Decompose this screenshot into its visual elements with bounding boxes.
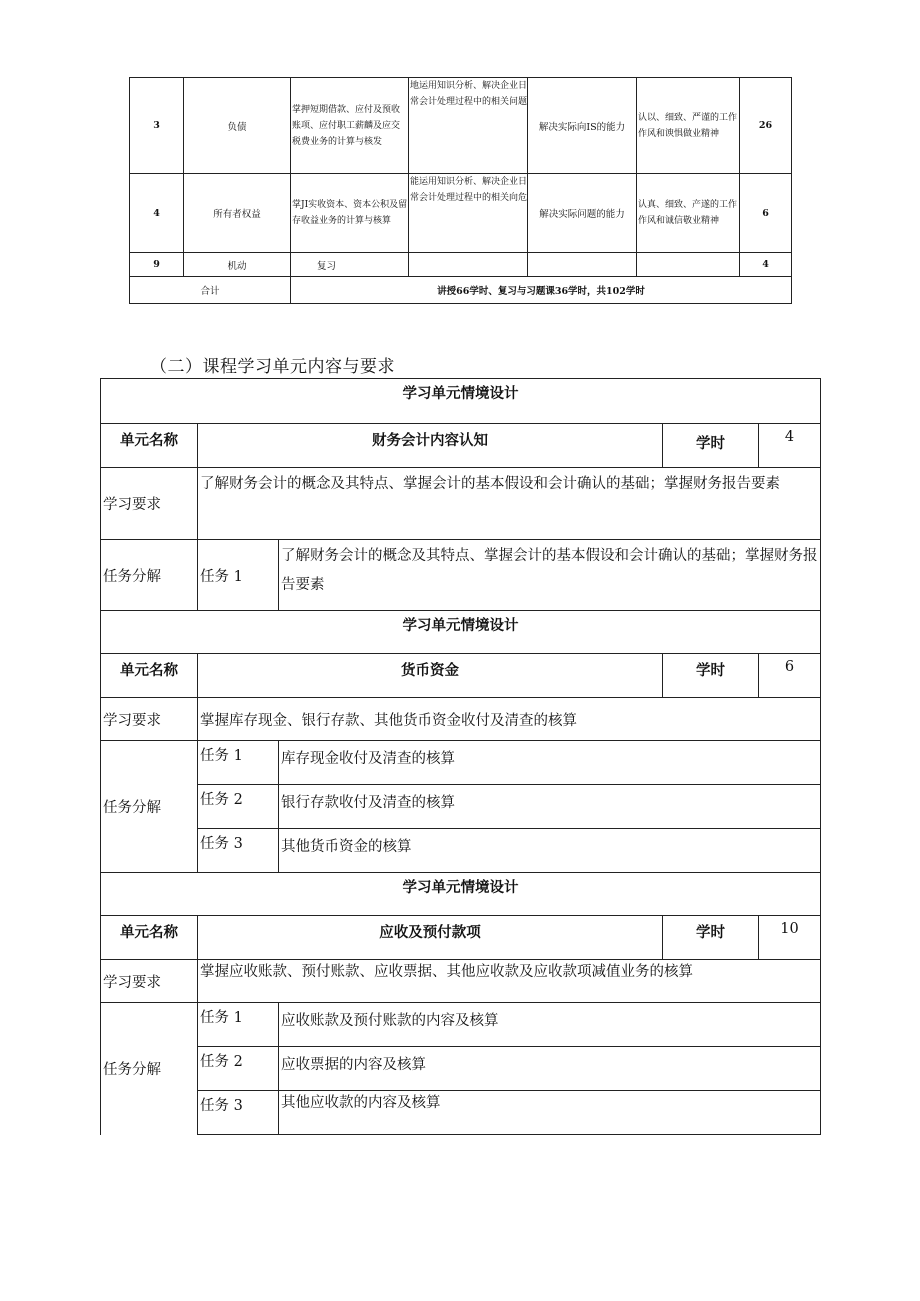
module-name: 所有者权益 <box>184 174 291 253</box>
row-number: 9 <box>130 253 184 277</box>
hours-cell: 4 <box>740 253 792 277</box>
hours-label: 学时 <box>663 654 759 698</box>
unit-table-3 <box>100 872 821 1135</box>
knowledge-cell: 复习 <box>291 253 409 277</box>
unit-hours: 6 <box>759 654 821 698</box>
row-number: 3 <box>130 78 184 174</box>
unit-name: 货币资金 <box>198 654 663 698</box>
ability-cell-2: 解决实际问题的能力 <box>528 174 637 253</box>
task-number: 任务 1 <box>198 741 279 785</box>
unit-hours: 4 <box>759 424 821 468</box>
unit-name-label: 单元名称 <box>101 424 198 468</box>
task-number: 任务 3 <box>198 829 279 873</box>
hours-cell: 26 <box>740 78 792 174</box>
course-hours-table <box>129 77 792 304</box>
unit-hours: 10 <box>759 916 821 960</box>
ability-cell-2 <box>528 253 637 277</box>
task-text: 银行存款收付及清查的核算 <box>279 785 821 829</box>
task-text: 了解财务会计的概念及其特点、掌握会计的基本假设和会计确认的基础；掌握财务报告要素 <box>279 540 821 611</box>
task-number: 任务 2 <box>198 1047 279 1091</box>
ability-cell <box>409 253 528 277</box>
tasks-label: 任务分解 <box>101 741 198 873</box>
hours-cell: 6 <box>740 174 792 253</box>
task-number: 任务 3 <box>198 1091 279 1135</box>
design-title: 学习单元情境设计 <box>101 611 821 654</box>
total-label: 合计 <box>130 277 291 304</box>
requirement-text: 了解财务会计的概念及其特点、掌握会计的基本假设和会计确认的基础；掌握财务报告要素 <box>198 468 821 540</box>
module-name: 负债 <box>184 78 291 174</box>
total-row <box>130 277 792 304</box>
hours-label: 学时 <box>663 916 759 960</box>
quality-cell <box>637 253 740 277</box>
requirement-label: 学习要求 <box>101 960 198 1003</box>
design-title: 学习单元情境设计 <box>101 873 821 916</box>
task-text: 应收账款及预付账款的内容及核算 <box>279 1003 821 1047</box>
ability-cell: 地运用知识分析、解决企业日常会计处理过程中的相关问题 <box>409 78 528 174</box>
task-text: 其他应收款的内容及核算 <box>279 1091 821 1135</box>
task-text: 应收票据的内容及核算 <box>279 1047 821 1091</box>
tasks-label: 任务分解 <box>101 540 198 611</box>
unit-name-label: 单元名称 <box>101 654 198 698</box>
unit-name: 财务会计内容认知 <box>198 424 663 468</box>
quality-cell: 认以、细致、严谨的工作作风和谀惧做业精神 <box>637 78 740 174</box>
unit-name: 应收及预付款项 <box>198 916 663 960</box>
section-heading: （二）课程学习单元内容与要求 <box>150 357 395 377</box>
unit-table-1 <box>100 378 821 611</box>
task-number: 任务 1 <box>198 1003 279 1047</box>
module-name: 机动 <box>184 253 291 277</box>
ability-cell-2: 解决实际向IS的能力 <box>528 78 637 174</box>
task-number: 任务 2 <box>198 785 279 829</box>
total-text: 讲授66学时、复习与习题课36学时，共102学时 <box>291 277 792 304</box>
requirement-text: 掌握库存现金、银行存款、其他货币资金收付及清查的核算 <box>198 698 821 741</box>
table-row <box>130 78 792 174</box>
row-number: 4 <box>130 174 184 253</box>
tasks-label: 任务分解 <box>101 1003 198 1135</box>
quality-cell: 认真、细致、产遂的工作作风和诚信敬业精神 <box>637 174 740 253</box>
task-text: 其他货币资金的核算 <box>279 829 821 873</box>
unit-table-2 <box>100 610 821 873</box>
design-title: 学习单元情境设计 <box>101 379 821 424</box>
requirement-text: 掌握应收账款、预付账款、应收票据、其他应收款及应收款项减值业务的核算 <box>198 960 821 1003</box>
task-text: 库存现金收付及清查的核算 <box>279 741 821 785</box>
requirement-label: 学习要求 <box>101 698 198 741</box>
knowledge-cell: 掌JI实收资本、资本公积及留存收益业务的计算与核算 <box>291 174 409 253</box>
table-row <box>130 253 792 277</box>
unit-name-label: 单元名称 <box>101 916 198 960</box>
task-number: 任务 1 <box>198 540 279 611</box>
knowledge-cell: 掌押短期借款、应付及预收账项、应付职工薪麟及应交税费业务的计算与核发 <box>291 78 409 174</box>
ability-cell: 能运用知识分析、解决企业日常会计处理过程中的相关向危 <box>409 174 528 253</box>
requirement-label: 学习要求 <box>101 468 198 540</box>
table-row <box>130 174 792 253</box>
hours-label: 学时 <box>663 424 759 468</box>
